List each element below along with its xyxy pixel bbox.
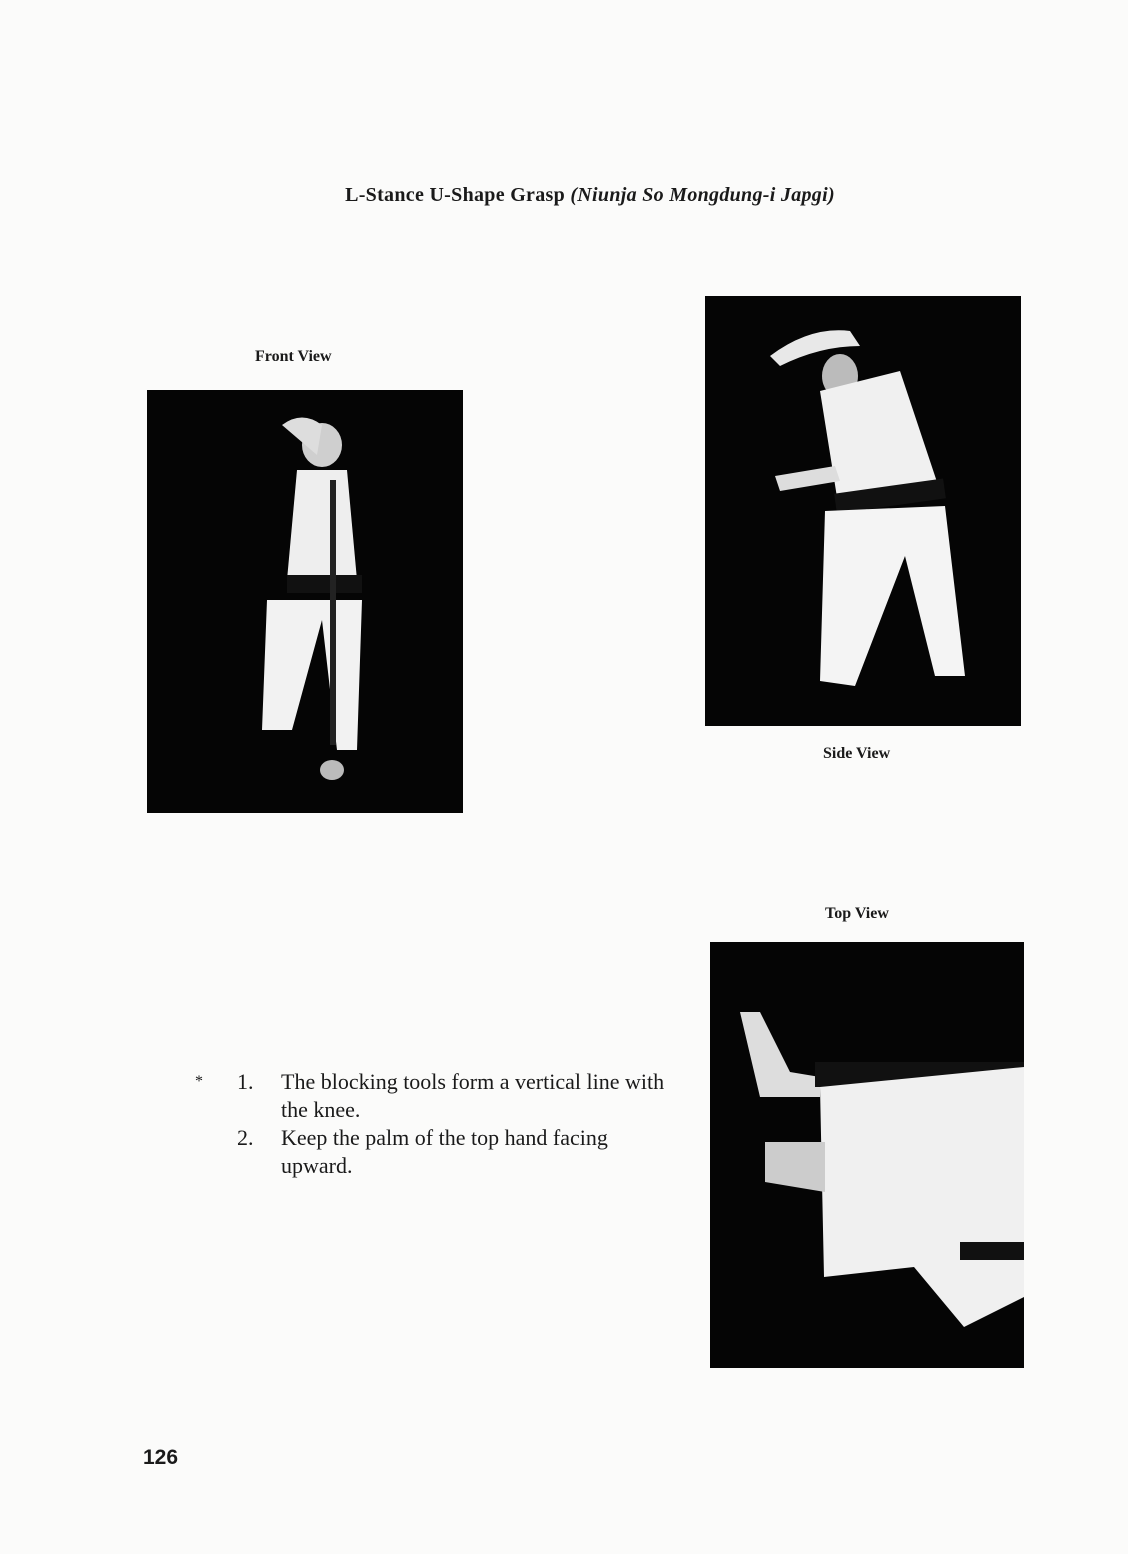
list-item	[195, 1124, 665, 1180]
page-title	[0, 184, 1128, 207]
list-item	[195, 1068, 665, 1124]
side-view-photo	[705, 296, 1021, 726]
title-korean: (Niunja So Mongdung-i Japgi)	[570, 184, 835, 206]
side-view-caption: Side View	[823, 745, 891, 762]
page-number: 126	[143, 1446, 179, 1469]
note-marker: *	[195, 1073, 203, 1090]
title-main: L-Stance U-Shape Grasp	[345, 184, 566, 206]
top-view-caption: Top View	[825, 905, 889, 922]
front-view-photo	[147, 390, 463, 813]
notes-list	[195, 1068, 665, 1180]
item-text: Keep the palm of the top hand facing upward.	[281, 1125, 608, 1178]
item-number: 2.	[237, 1125, 254, 1150]
top-view-photo	[710, 942, 1024, 1368]
item-text: The blocking tools form a vertical line with the knee.	[281, 1069, 665, 1122]
item-number: 1.	[237, 1069, 254, 1094]
front-view-caption: Front View	[255, 348, 332, 365]
